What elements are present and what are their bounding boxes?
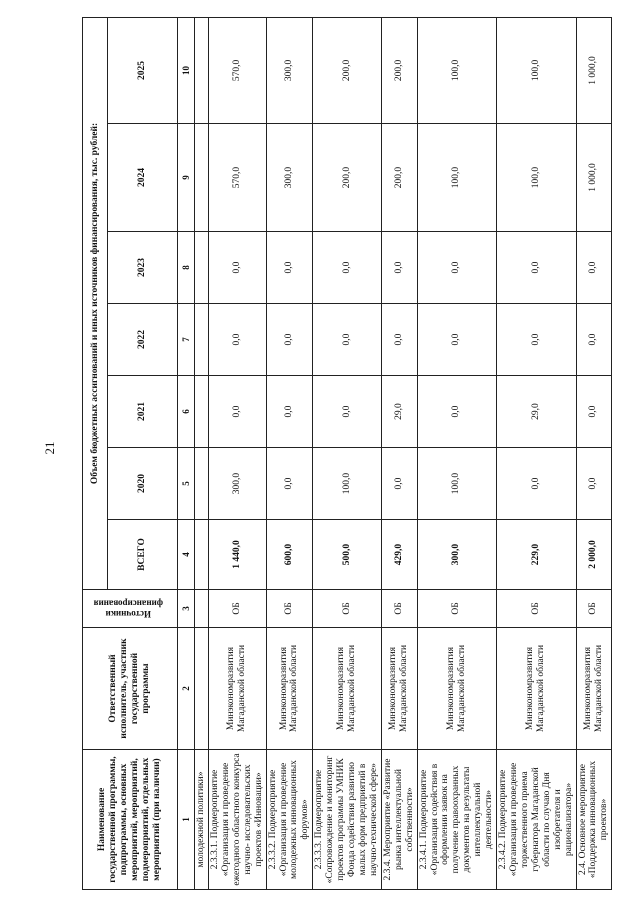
row-value: 100,0 [417, 17, 496, 123]
column-number: 5 [178, 448, 195, 520]
table-row [266, 17, 313, 889]
header-row-1 [83, 17, 108, 889]
table-row [209, 17, 267, 889]
table-row [497, 17, 576, 889]
row-source: ОБ [266, 590, 313, 628]
row-value: 0,0 [497, 304, 576, 376]
row-source: ОБ [313, 590, 382, 628]
row-name: 2.3.3.2. Подмероприятие «Организация и проведение молодежных инновационных форумов» [266, 750, 313, 890]
row-value: 0,0 [313, 304, 382, 376]
row-source: ОБ [381, 590, 417, 628]
table-row [576, 17, 612, 889]
header-year: 2025 [108, 17, 178, 123]
row-executor: Минэкономразвития Магаданской области [266, 628, 313, 750]
row-value: 1 000,0 [576, 17, 612, 123]
column-number: 8 [178, 232, 195, 304]
row-value: 1 000,0 [576, 124, 612, 232]
header-name: Наименование государственной программы, подпрограммы, основных мероприятий, мероприятий, подмероприятий, отдельных мероприятий (при наличии) [83, 750, 178, 890]
row-value: 0,0 [381, 448, 417, 520]
header-year: 2024 [108, 124, 178, 232]
row-value: 200,0 [381, 17, 417, 123]
row-value: 0,0 [417, 232, 496, 304]
row-value: 0,0 [266, 448, 313, 520]
header-executor: Ответственный исполнитель, участник государственной программы [83, 628, 178, 750]
column-number: 1 [178, 750, 195, 890]
row-name: 2.3.3.1. Подмероприятие «Организация и проведение ежегодного областного конкурса научно- исследовательских проектов «Инновации» [209, 750, 267, 890]
row-name: 2.3.3.3. Подмероприятие «Сопровождение и мониторинг проектов программы УМНИК Фонда содействия развитию малых форм предприятий в научно-технической сфере» [313, 750, 382, 890]
row-value: 570,0 [209, 17, 267, 123]
row-name: 2.3.4.1. Подмероприятие «Организация содействия в оформлении заявок на получение правоохранных документов на результаты интеллектуальной деятельности» [417, 750, 496, 890]
budget-table-wrapper [82, 18, 610, 890]
table-rotation-frame [82, 18, 610, 890]
row-source: ОБ [209, 590, 267, 628]
row-value: 0,0 [576, 232, 612, 304]
row-total: 300,0 [417, 520, 496, 590]
row-value: 0,0 [313, 376, 382, 448]
row-name: 2.3.4. Мероприятие «Развитие рынка интеллектуальной собственности» [381, 750, 417, 890]
row-value: 0,0 [209, 376, 267, 448]
row-source: ОБ [417, 590, 496, 628]
row-total: 1 440,0 [209, 520, 267, 590]
row-executor: Минэкономразвития Магаданской области [417, 628, 496, 750]
row-total: 429,0 [381, 520, 417, 590]
row-value: 300,0 [266, 124, 313, 232]
row-total: 600,0 [266, 520, 313, 590]
row-executor: Минэкономразвития Магаданской области [576, 628, 612, 750]
header-source-text: Источники финансирования [93, 598, 163, 619]
header-volume: Объем бюджетных ассигнований и иных источников финансирования, тыс. рублей: [83, 17, 108, 589]
row-value: 100,0 [417, 448, 496, 520]
row-name: 2.4. Основное мероприятие «Поддержка инновационных проектов» [576, 750, 612, 890]
row-value: 200,0 [381, 124, 417, 232]
table-row [313, 17, 382, 889]
row-value: 0,0 [576, 448, 612, 520]
header-total: ВСЕГО [108, 520, 178, 590]
column-number: 7 [178, 304, 195, 376]
header-year: 2020 [108, 448, 178, 520]
row-value: 200,0 [313, 17, 382, 123]
table-row [417, 17, 496, 889]
row-value: 0,0 [417, 376, 496, 448]
row-value: 300,0 [209, 448, 267, 520]
row-value: 100,0 [313, 448, 382, 520]
header-year: 2021 [108, 376, 178, 448]
row-total: 2 000,0 [576, 520, 612, 590]
row-value: 0,0 [209, 304, 267, 376]
row-value: 0,0 [576, 376, 612, 448]
row-total: 229,0 [497, 520, 576, 590]
row-value: 570,0 [209, 124, 267, 232]
row-value: 0,0 [209, 232, 267, 304]
row-value: 0,0 [576, 304, 612, 376]
header-year: 2023 [108, 232, 178, 304]
row-value: 0,0 [497, 448, 576, 520]
row-value: 200,0 [313, 124, 382, 232]
row-executor: Минэкономразвития Магаданской области [497, 628, 576, 750]
column-number: 3 [178, 590, 195, 628]
row-total: 500,0 [313, 520, 382, 590]
row-value: 0,0 [266, 304, 313, 376]
row-value: 300,0 [266, 17, 313, 123]
row-source: ОБ [576, 590, 612, 628]
budget-table [82, 17, 612, 890]
row-value: 0,0 [381, 304, 417, 376]
header-year: 2022 [108, 304, 178, 376]
table-row [381, 17, 417, 889]
column-number: 4 [178, 520, 195, 590]
row-executor: Минэкономразвития Магаданской области [313, 628, 382, 750]
row-value: 29,0 [497, 376, 576, 448]
column-number: 2 [178, 628, 195, 750]
header-source [83, 590, 178, 628]
row-value: 0,0 [417, 304, 496, 376]
row-value: 100,0 [417, 124, 496, 232]
row-value: 100,0 [497, 124, 576, 232]
column-number: 6 [178, 376, 195, 448]
row-value: 29,0 [381, 376, 417, 448]
row-value: 0,0 [266, 376, 313, 448]
row-value: 100,0 [497, 17, 576, 123]
page-number: 21 [42, 441, 57, 455]
continuation-row [195, 17, 209, 889]
row-value: 0,0 [266, 232, 313, 304]
continuation-text: молодежной политики» [195, 750, 209, 890]
column-number: 9 [178, 124, 195, 232]
row-source: ОБ [497, 590, 576, 628]
row-executor: Минэкономразвития Магаданской области [209, 628, 267, 750]
column-number-row [178, 17, 195, 889]
row-executor: Минэкономразвития Магаданской области [381, 628, 417, 750]
column-number: 10 [178, 17, 195, 123]
row-value: 0,0 [497, 232, 576, 304]
row-value: 0,0 [313, 232, 382, 304]
row-name: 2.3.4.2. Подмероприятие «Организация и проведение торжественного приема губернатора Магаданской области по случаю Дня изобретателя и рационализатора» [497, 750, 576, 890]
row-value: 0,0 [381, 232, 417, 304]
